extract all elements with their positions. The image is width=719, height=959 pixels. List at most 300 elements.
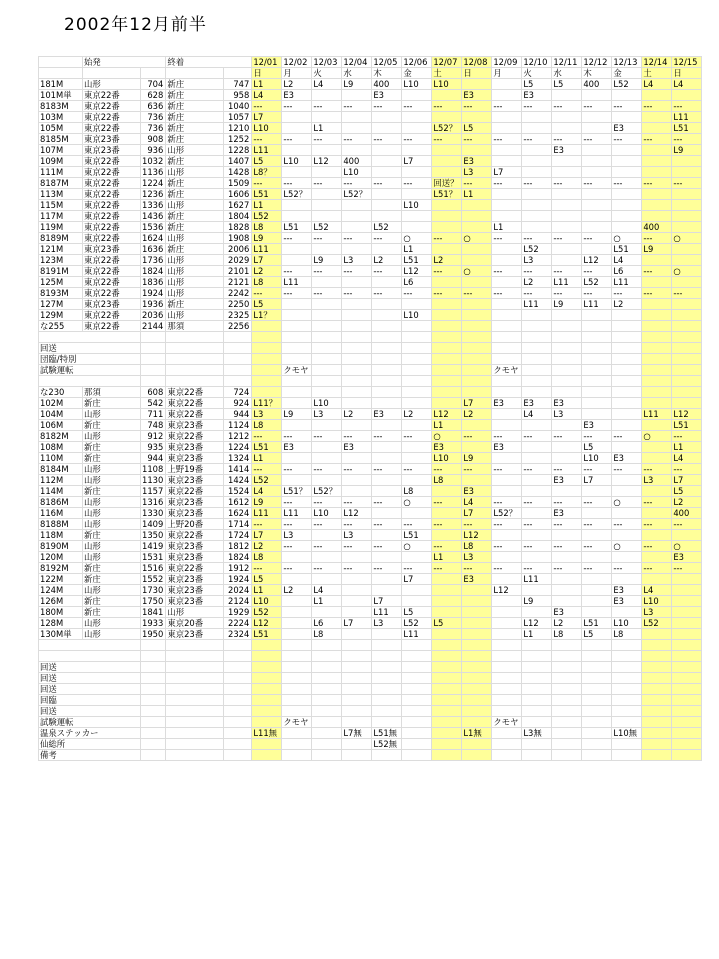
day-assignment: --- [612,288,642,299]
departure-time: 1516 [141,563,166,574]
origin-station: 新庄 [83,420,141,431]
day-assignment: L12 [582,255,612,266]
departure-time: 1409 [141,519,166,530]
day-assignment: --- [552,497,582,508]
note-day [582,739,612,750]
train-row [39,530,702,541]
origin-station: 東京22番 [83,112,141,123]
day-assignment: --- [432,541,462,552]
destination-station: 東京23番 [166,442,224,453]
day-assignment [642,123,672,134]
day-assignment [372,453,402,464]
note-day [402,365,432,376]
note-day [642,750,672,761]
day-assignment [342,244,372,255]
day-assignment [432,574,462,585]
day-assignment [522,222,552,233]
day-assignment [552,167,582,178]
header-blank [224,68,252,79]
train-number: 8188M [39,519,83,530]
origin-station: 新庄 [83,442,141,453]
note-day: クモヤ [282,717,312,728]
note-day [522,695,552,706]
train-row [39,464,702,475]
day-assignment [582,222,612,233]
note-day [432,717,462,728]
day-assignment: E3 [552,475,582,486]
note-day [462,706,492,717]
day-assignment: L1 [462,189,492,200]
train-number: 108M [39,442,83,453]
day-assignment [582,123,612,134]
note-day [252,662,282,673]
arrival-time: 1828 [224,222,252,233]
train-row [39,90,702,101]
day-assignment: --- [582,464,612,475]
day-assignment [312,244,342,255]
day-assignment: --- [552,233,582,244]
train-number: 129M [39,310,83,321]
day-assignment [372,299,402,310]
day-assignment: L10 [312,398,342,409]
day-assignment [432,211,462,222]
train-number: 110M [39,453,83,464]
note-day [612,354,642,365]
origin-station: 那須 [83,387,141,398]
day-assignment: --- [372,178,402,189]
arrival-time: 924 [224,398,252,409]
note-blank [224,739,252,750]
departure-time: 1108 [141,464,166,475]
train-row [39,607,702,618]
note-blank [141,640,166,651]
header-train-cell [39,57,83,68]
day-assignment: L4 [642,79,672,90]
day-assignment: --- [552,563,582,574]
day-assignment [402,299,432,310]
destination-station: 山形 [166,288,224,299]
day-assignment: L5 [552,79,582,90]
day-assignment: L3 [522,255,552,266]
note-day [612,695,642,706]
day-assignment: L8 [462,541,492,552]
day-assignment: E3 [522,398,552,409]
note-day [462,662,492,673]
day-assignment: --- [492,101,522,112]
day-assignment: L10 [312,508,342,519]
arrival-time: 1224 [224,442,252,453]
day-assignment: L8 [552,629,582,640]
train-number: 105M [39,123,83,134]
note-day [492,739,522,750]
day-assignment: --- [552,134,582,145]
day-assignment: --- [282,101,312,112]
day-assignment [522,475,552,486]
note-day [522,376,552,387]
day-assignment: E3 [462,486,492,497]
departure-time: 704 [141,79,166,90]
day-assignment [282,112,312,123]
note-day [432,750,462,761]
train-number: 115M [39,200,83,211]
departure-time: 1933 [141,618,166,629]
note-blank [166,343,224,354]
note-day [552,717,582,728]
day-assignment [342,145,372,156]
note-day [312,750,342,761]
day-assignment: --- [372,464,402,475]
note-day [582,651,612,662]
note-day [312,332,342,343]
day-assignment [462,387,492,398]
day-assignment: L2 [672,497,702,508]
day-assignment: --- [282,134,312,145]
day-assignment [312,552,342,563]
day-assignment [402,145,432,156]
day-assignment [492,90,522,101]
day-assignment [492,112,522,123]
destination-station: 新庄 [166,178,224,189]
note-day [342,365,372,376]
day-assignment: --- [642,497,672,508]
note-day [342,376,372,387]
train-row [39,156,702,167]
header-row-weekdays [39,68,702,79]
note-blank [224,673,252,684]
note-blank [141,354,166,365]
train-row [39,508,702,519]
note-day [522,662,552,673]
note-label: 団臨/特別 [39,354,141,365]
arrival-time: 1724 [224,530,252,541]
day-assignment: --- [402,134,432,145]
note-day [432,728,462,739]
origin-station: 東京22番 [83,123,141,134]
day-assignment [462,618,492,629]
day-assignment: L2 [372,255,402,266]
day-assignment: --- [372,233,402,244]
day-assignment: L51 [252,189,282,200]
train-row [39,387,702,398]
day-assignment [522,486,552,497]
day-assignment: L8 [252,420,282,431]
destination-station: 東京23番 [166,596,224,607]
day-assignment: --- [252,288,282,299]
destination-station: 新庄 [166,123,224,134]
day-assignment: L12 [492,585,522,596]
day-assignment: --- [552,519,582,530]
origin-station: 山形 [83,552,141,563]
day-assignment: L52 [402,618,432,629]
arrival-time: 1040 [224,101,252,112]
note-row [39,365,702,376]
day-assignment: ○ [462,233,492,244]
day-assignment: --- [252,563,282,574]
header-date: 12/09 [492,57,522,68]
day-assignment [372,145,402,156]
train-number: 125M [39,277,83,288]
day-assignment: 回送？ [432,178,462,189]
day-assignment: L11 [252,244,282,255]
note-day [402,651,432,662]
note-blank [166,717,224,728]
origin-station: 新庄 [83,563,141,574]
note-blank [166,651,224,662]
train-row [39,288,702,299]
note-day [552,750,582,761]
day-assignment [522,167,552,178]
day-assignment: --- [342,178,372,189]
day-assignment: --- [342,431,372,442]
header-weekday: 月 [282,68,312,79]
arrival-time: 1612 [224,497,252,508]
day-assignment: E3 [672,552,702,563]
header-date: 12/12 [582,57,612,68]
note-blank [141,673,166,684]
day-assignment [372,167,402,178]
day-assignment [492,409,522,420]
day-assignment [402,585,432,596]
day-assignment: L3 [462,552,492,563]
day-assignment [492,310,522,321]
day-assignment [522,189,552,200]
day-assignment [552,222,582,233]
day-assignment: L7 [402,574,432,585]
destination-station: 東京23番 [166,508,224,519]
day-assignment: L2 [612,299,642,310]
day-assignment [672,255,702,266]
day-assignment: --- [672,101,702,112]
day-assignment: --- [522,134,552,145]
day-assignment [642,508,672,519]
day-assignment [342,112,372,123]
train-row [39,178,702,189]
day-assignment: E3 [612,453,642,464]
day-assignment [672,387,702,398]
day-assignment [492,618,522,629]
day-assignment: L3 [642,475,672,486]
day-assignment [612,607,642,618]
day-assignment [312,387,342,398]
day-assignment [432,486,462,497]
arrival-time: 747 [224,79,252,90]
day-assignment [522,112,552,123]
day-assignment: --- [672,563,702,574]
note-blank [141,343,166,354]
note-day [552,739,582,750]
day-assignment: L4 [252,486,282,497]
destination-station: 新庄 [166,101,224,112]
day-assignment [312,442,342,453]
note-day [462,640,492,651]
departure-time: 636 [141,101,166,112]
note-blank [166,706,224,717]
train-number: 8187M [39,178,83,189]
day-assignment: --- [552,266,582,277]
day-assignment: L2 [282,79,312,90]
destination-station: 山形 [166,233,224,244]
day-assignment [492,596,522,607]
arrival-time: 1812 [224,541,252,552]
day-assignment [342,387,372,398]
note-day [642,662,672,673]
destination-station: 新庄 [166,112,224,123]
destination-station: 東京23番 [166,629,224,640]
day-assignment: L8 [252,222,282,233]
note-day [252,684,282,695]
note-day [672,651,702,662]
day-assignment [642,145,672,156]
day-assignment: L9 [252,233,282,244]
day-assignment: --- [312,563,342,574]
train-row [39,123,702,134]
note-day [612,640,642,651]
note-day [342,684,372,695]
departure-time: 1336 [141,200,166,211]
day-assignment: L8 [312,629,342,640]
note-blank [166,376,224,387]
day-assignment: L11 [552,277,582,288]
origin-station: 山形 [83,79,141,90]
day-assignment: L51？ [282,486,312,497]
note-day [432,640,462,651]
destination-station: 新庄 [166,299,224,310]
day-assignment: --- [462,134,492,145]
day-assignment: L7 [252,255,282,266]
day-assignment: L52 [612,79,642,90]
note-day [372,673,402,684]
destination-station: 東京23番 [166,574,224,585]
note-blank [141,750,166,761]
day-assignment [642,321,672,332]
day-assignment: L2 [432,255,462,266]
day-assignment: --- [432,134,462,145]
day-assignment [642,310,672,321]
day-assignment: --- [492,464,522,475]
note-day [342,651,372,662]
day-assignment [432,629,462,640]
day-assignment [372,475,402,486]
day-assignment: L5 [402,607,432,618]
origin-station: 東京22番 [83,233,141,244]
note-blank [141,365,166,376]
day-assignment: L1 [672,442,702,453]
day-assignment: L10 [642,596,672,607]
day-assignment: L11 [522,299,552,310]
header-blank [83,68,141,79]
day-assignment [582,211,612,222]
departure-time: 1636 [141,244,166,255]
header-weekday: 木 [372,68,402,79]
day-assignment: L52？ [432,123,462,134]
train-number: 127M [39,299,83,310]
day-assignment: L5 [252,156,282,167]
note-label: 回臨 [39,695,141,706]
day-assignment [522,310,552,321]
destination-station: 東京23番 [166,475,224,486]
day-assignment [372,420,402,431]
day-assignment [372,387,402,398]
day-assignment: L6 [312,618,342,629]
note-blank [141,695,166,706]
day-assignment: L3 [642,607,672,618]
departure-time: 1136 [141,167,166,178]
note-day [492,376,522,387]
note-day: クモヤ [282,365,312,376]
day-assignment: --- [522,431,552,442]
day-assignment [612,222,642,233]
day-assignment [432,156,462,167]
note-label: 仙総所 [39,739,141,750]
day-assignment: L5 [462,123,492,134]
note-day [672,365,702,376]
note-day [462,750,492,761]
day-assignment: --- [462,519,492,530]
departure-time: 1824 [141,266,166,277]
day-assignment: --- [372,288,402,299]
note-day [402,673,432,684]
note-blank [141,376,166,387]
origin-station: 東京23番 [83,299,141,310]
day-assignment: L12 [432,409,462,420]
day-assignment: --- [312,288,342,299]
day-assignment: E3 [282,90,312,101]
origin-station: 山形 [83,409,141,420]
note-day [522,365,552,376]
train-number: 181M [39,79,83,90]
day-assignment: --- [312,178,342,189]
day-assignment [462,629,492,640]
header-date: 12/01 [252,57,282,68]
day-assignment [312,574,342,585]
departure-time: 944 [141,453,166,464]
departure-time: 1032 [141,156,166,167]
day-assignment [282,211,312,222]
header-row-dates [39,57,702,68]
train-row [39,244,702,255]
day-assignment [582,596,612,607]
note-blank [224,332,252,343]
day-assignment [522,530,552,541]
note-day [522,750,552,761]
note-label: 備考 [39,750,141,761]
origin-station: 山形 [83,508,141,519]
train-number: 113M [39,189,83,200]
arrival-time: 2121 [224,277,252,288]
note-day [552,332,582,343]
day-assignment [642,574,672,585]
note-day [432,651,462,662]
day-assignment [492,453,522,464]
day-assignment: --- [252,134,282,145]
day-assignment [282,596,312,607]
header-weekday: 土 [432,68,462,79]
destination-station: 東京22番 [166,409,224,420]
train-row [39,420,702,431]
note-day [582,662,612,673]
day-assignment: L9 [552,299,582,310]
note-day [492,640,522,651]
note-day [582,640,612,651]
day-assignment [282,453,312,464]
note-day [522,332,552,343]
arrival-time: 1606 [224,189,252,200]
day-assignment [672,277,702,288]
day-assignment: L52 [372,222,402,233]
note-day: L51無 [372,728,402,739]
day-assignment: L51 [402,255,432,266]
departure-time: 1950 [141,629,166,640]
